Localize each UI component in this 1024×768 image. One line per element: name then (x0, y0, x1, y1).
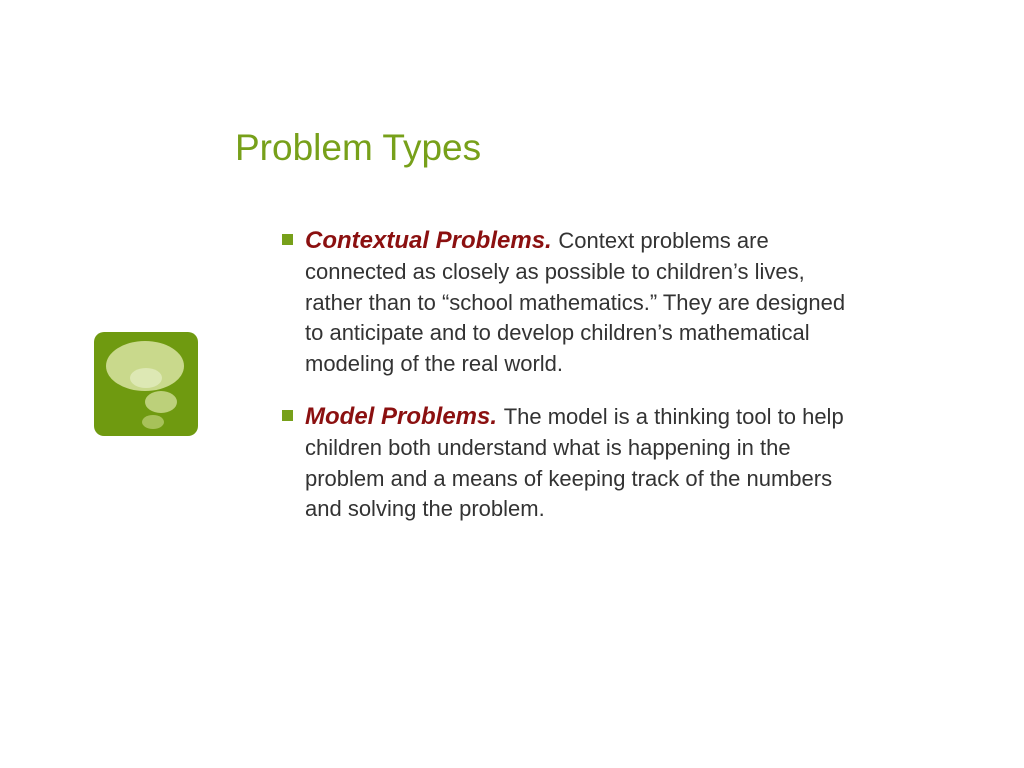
bullet-term: Contextual Problems. (305, 227, 559, 254)
bullet-model-problems (280, 402, 860, 525)
bullet-contextual-problems (280, 226, 860, 380)
thought-bubble-icon (94, 332, 198, 436)
bullet-text: Context problems are connected as closely as possible to children’s lives, rather than to “school mathematics.” They are designed to anticipate and to develop children’s mathematical modeling of the real world. (305, 228, 846, 377)
bullet-term: Model Problems. (305, 402, 504, 430)
square-bullet-icon (282, 234, 293, 245)
bullet-list (280, 226, 860, 547)
square-bullet-icon (282, 410, 293, 421)
slide-title: Problem Types (235, 127, 482, 168)
bullet-text: The model is a thinking tool to help children both understand what is happening in the problem and a means of keeping track of the numbers and solving the problem. (305, 403, 844, 522)
